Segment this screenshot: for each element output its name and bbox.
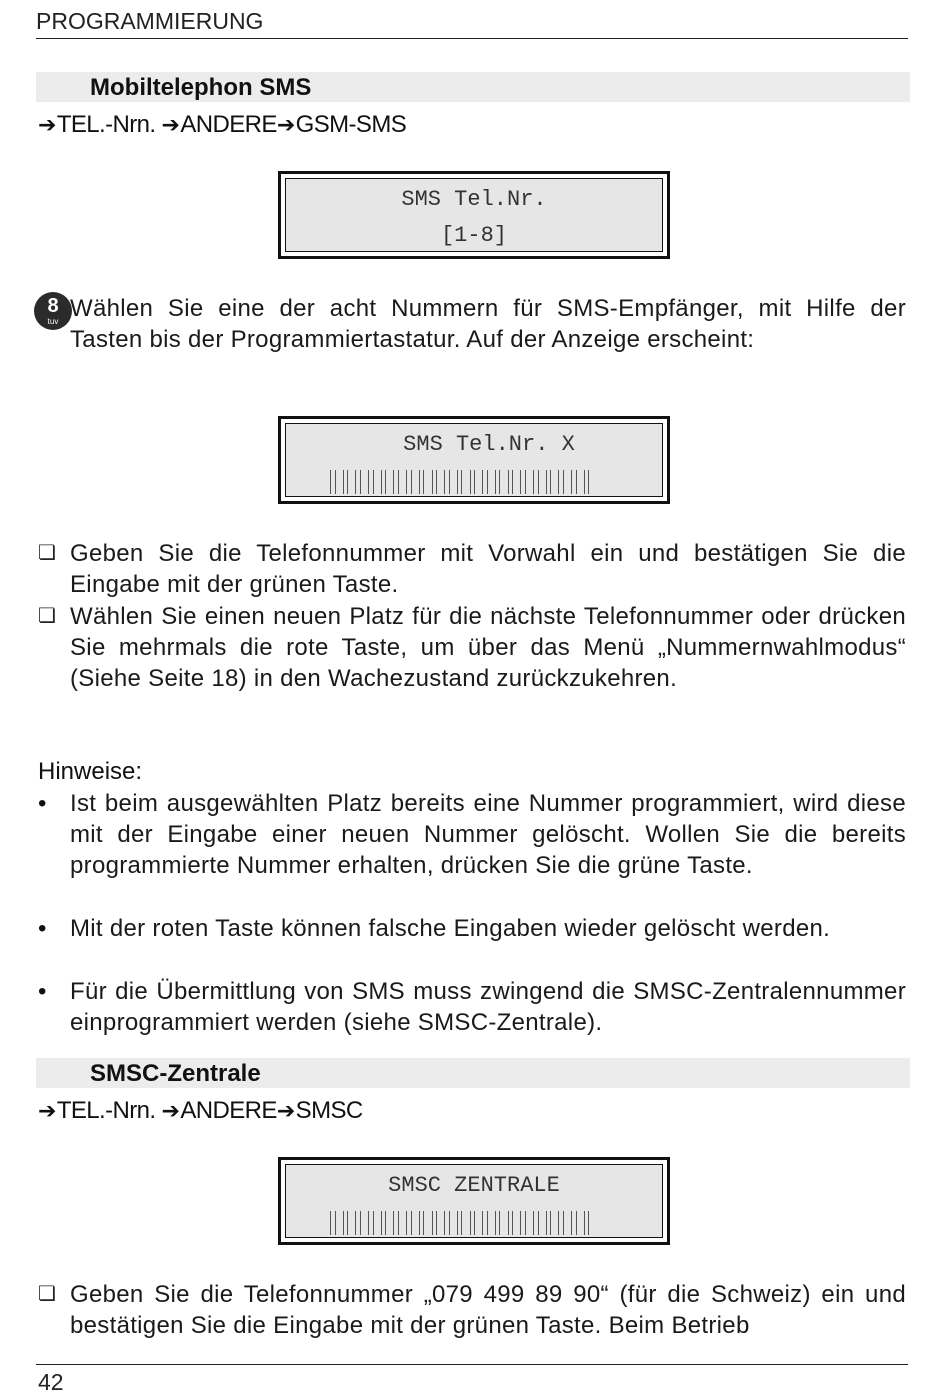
note-item: Ist beim ausgewählten Platz bereits eine Nummer programmiert, wird diese mit der Eingabe einer neuen Nummer gelöscht. Wollen Sie die bereits programmierte Nummer erhalten, drücken Sie die grüne Taste. [70, 790, 906, 880]
key-8-icon: 8 tuv [34, 292, 72, 330]
lcd-line-1: SMSC ZENTRALE [388, 1173, 560, 1198]
note-item: Mit der roten Taste können falsche Eingaben wieder gelöscht werden. [70, 915, 831, 942]
bullet: • [38, 790, 47, 817]
menu-path-sms: ➔TEL.-Nrn. ➔ANDERE➔GSM-SMS [38, 111, 407, 138]
menu-path-smsc: ➔TEL.-Nrn. ➔ANDERE➔SMSC [38, 1097, 363, 1124]
instruction-enter-smsc: Geben Sie die Telefonnummer „079 499 89 90“ (für die Schweiz) ein und bestätigen Sie die Eingabe mit der grünen Taste. Beim Betrieb [70, 1281, 906, 1340]
checkbox-marker: ❏ [38, 542, 56, 564]
lcd-input-cell [368, 1211, 374, 1235]
lcd-input-cell [558, 470, 564, 494]
lcd-input-cell [381, 470, 387, 494]
bullet: • [38, 978, 47, 1005]
lcd-input-cell [495, 470, 501, 494]
lcd-input-cell [533, 1211, 539, 1235]
lcd-input-cell [419, 1211, 425, 1235]
checkbox-marker: ❏ [38, 605, 56, 627]
lcd-line-1: SMS Tel.Nr. X [403, 432, 575, 457]
lcd-input-cell [444, 470, 450, 494]
arrow-right-icon: ➔ [161, 112, 180, 137]
lcd-line-1: SMS Tel.Nr. [401, 187, 547, 212]
lcd-input-cell [393, 470, 399, 494]
lcd-input-cell [571, 470, 577, 494]
lcd-input-cell [470, 1211, 476, 1235]
instruction-next-slot: Wählen Sie einen neuen Platz für die nächste Telefonnummer oder drücken Sie mehrmals die rote Taste, um über das Menü „Nummernwahlmodus“ (Siehe Seite 18) in den Wachezustand zurückzukehren. [70, 603, 906, 693]
lcd-input-cell [546, 1211, 552, 1235]
lcd-display-sms-number [278, 171, 670, 259]
instruction-enter-number: Geben Sie die Telefonnummer mit Vorwahl ein und bestätigen Sie die Eingabe mit der grünen Taste. [70, 540, 906, 599]
chapter-title: PROGRAMMIERUNG [36, 8, 264, 34]
checkbox-marker: ❏ [38, 1283, 56, 1305]
lcd-input-cell [457, 1211, 463, 1235]
arrow-right-icon: ➔ [38, 1098, 56, 1123]
lcd-input-cell [368, 470, 374, 494]
instruction-select-number: Wählen Sie eine der acht Nummern für SMS-Empfänger, mit Hilfe der Tasten bis der Programmiertastatur. Auf der Anzeige erscheint: [70, 295, 906, 354]
arrow-right-icon: ➔ [276, 112, 295, 137]
lcd-input-cell [508, 1211, 514, 1235]
lcd-input-cell [381, 1211, 387, 1235]
lcd-input-cell [546, 470, 552, 494]
lcd-line-2: [1-8] [440, 223, 507, 248]
lcd-input-cell [571, 1211, 577, 1235]
notes-label: Hinweise: [38, 758, 143, 785]
lcd-input-cell [520, 470, 526, 494]
arrow-right-icon: ➔ [161, 1098, 180, 1123]
lcd-input-cell [406, 470, 412, 494]
lcd-input-cell [330, 1211, 336, 1235]
lcd-input-cell [470, 470, 476, 494]
page-footer-rule [36, 1364, 908, 1366]
bullet: • [38, 915, 47, 942]
page-header [36, 6, 908, 39]
lcd-display-smsc [278, 1157, 670, 1245]
lcd-input-cell [584, 1211, 590, 1235]
lcd-input-cell [558, 1211, 564, 1235]
lcd-input-cells [330, 1211, 589, 1235]
note-item: Für die Übermittlung von SMS muss zwingend die SMSC-Zentralennummer einprogrammiert werden (siehe SMSC-Zentrale). [70, 978, 906, 1037]
lcd-input-cell [508, 470, 514, 494]
lcd-input-cell [533, 470, 539, 494]
page-number: 42 [38, 1369, 64, 1395]
lcd-input-cell [393, 1211, 399, 1235]
arrow-right-icon: ➔ [276, 1098, 295, 1123]
lcd-input-cell [432, 1211, 438, 1235]
lcd-input-cell [343, 470, 349, 494]
lcd-input-cell [343, 1211, 349, 1235]
lcd-input-cell [330, 470, 336, 494]
lcd-input-cell [482, 1211, 488, 1235]
lcd-input-cell [520, 1211, 526, 1235]
lcd-display-sms-entry [278, 416, 670, 504]
lcd-input-cell [406, 1211, 412, 1235]
lcd-input-cell [584, 470, 590, 494]
lcd-input-cell [419, 470, 425, 494]
section-title-sms: Mobiltelephon SMS [36, 72, 910, 102]
lcd-input-cell [355, 1211, 361, 1235]
lcd-input-cell [444, 1211, 450, 1235]
lcd-input-cell [355, 470, 361, 494]
lcd-input-cell [495, 1211, 501, 1235]
section-title-smsc: SMSC-Zentrale [36, 1058, 910, 1088]
lcd-input-cell [432, 470, 438, 494]
lcd-input-cell [457, 470, 463, 494]
arrow-right-icon: ➔ [38, 112, 56, 137]
lcd-input-cells [330, 470, 589, 494]
lcd-input-cell [482, 470, 488, 494]
